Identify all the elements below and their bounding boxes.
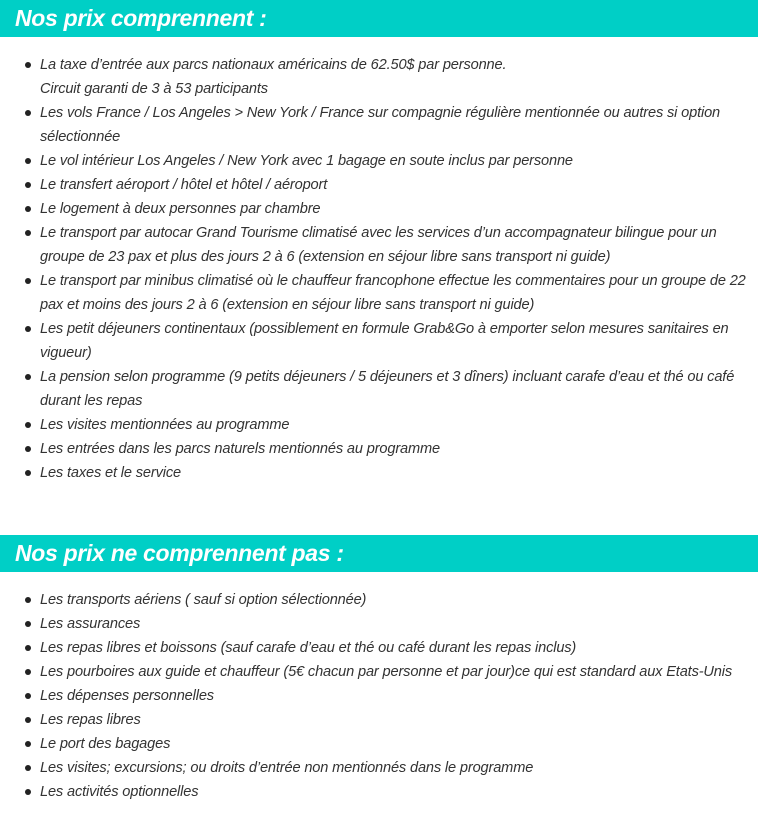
list-item [0,780,758,804]
list-item-text: Le transfert aéroport / hôtel et hôtel / aéroport [40,177,328,193]
included-list [0,53,758,485]
list-item [0,684,758,708]
list-item [0,461,758,485]
list-item-text: Les activités optionnelles [40,784,199,800]
bullet-icon [25,278,31,284]
list-item [0,149,758,173]
list-item [0,269,758,317]
bullet-icon [25,182,31,188]
bullet-icon [25,374,31,380]
list-item-text: Les pourboires aux guide et chauffeur (5€ chacun par personne et par jour)ce qui est standard aux Etats-Unis [40,664,733,680]
list-item [0,756,758,780]
list-item [0,173,758,197]
list-item-text: Les dépenses personnelles [40,688,214,704]
list-item-text: Les assurances [40,616,141,632]
excluded-section-title: Nos prix ne comprennent pas : [0,535,758,572]
list-item-text: La taxe d’entrée aux parcs nationaux américains de 62.50$ par personne. Circuit garanti de 3 à 53 participants [40,57,507,97]
bullet-icon [25,230,31,236]
bullet-icon [25,206,31,212]
bullet-icon [25,110,31,116]
bullet-icon [25,470,31,476]
bullet-icon [25,693,31,699]
included-section-title: Nos prix comprennent : [0,0,758,37]
bullet-icon [25,621,31,627]
list-item-text: Le port des bagages [40,736,171,752]
list-item-text: Les visites mentionnées au programme [40,417,290,433]
list-item-text: La pension selon programme (9 petits déjeuners / 5 déjeuners et 3 dîners) incluant carafe d’eau et thé ou café durant les repas [40,369,735,409]
list-item-text: Le logement à deux personnes par chambre [40,201,321,217]
list-item [0,413,758,437]
bullet-icon [25,645,31,651]
bullet-icon [25,446,31,452]
list-item-text: Les petit déjeuners continentaux (possiblement en formule Grab&Go à emporter selon mesures sanitaires en vigueur) [40,321,729,361]
bullet-icon [25,158,31,164]
bullet-icon [25,741,31,747]
list-item [0,53,758,101]
bullet-icon [25,765,31,771]
list-item [0,588,758,612]
list-item [0,221,758,269]
list-item-text: Le transport par minibus climatisé où le chauffeur francophone effectue les commentaires pour un groupe de 22 pax et moins des jours 2 à 6 (extension en séjour libre sans transport ni guide) [40,273,746,313]
list-item [0,317,758,365]
list-item-text: Les vols France / Los Angeles > New York / France sur compagnie régulière mentionnée ou autres si option sélectionnée [40,105,721,145]
list-item-text: Les entrées dans les parcs naturels mentionnés au programme [40,441,440,457]
bullet-icon [25,717,31,723]
list-item-text: Les repas libres [40,712,141,728]
bullet-icon [25,326,31,332]
list-item-text: Les taxes et le service [40,465,181,481]
list-item [0,197,758,221]
list-item-text: Les repas libres et boissons (sauf carafe d’eau et thé ou café durant les repas inclus) [40,640,577,656]
list-item [0,660,758,684]
list-item [0,636,758,660]
list-item [0,365,758,413]
list-item [0,708,758,732]
list-item-text: Les transports aériens ( sauf si option sélectionnée) [40,592,367,608]
bullet-icon [25,62,31,68]
list-item [0,732,758,756]
bullet-icon [25,422,31,428]
list-item-text: Le vol intérieur Los Angeles / New York avec 1 bagage en soute inclus par personne [40,153,573,169]
list-item-text: Le transport par autocar Grand Tourisme climatisé avec les services d’un accompagnateur bilingue pour un groupe de 23 pax et plus des jours 2 à 6 (extension en séjour libre sans transport ni guide) [40,225,717,265]
list-item [0,101,758,149]
list-item-text: Les visites; excursions; ou droits d’entrée non mentionnés dans le programme [40,760,534,776]
bullet-icon [25,597,31,603]
excluded-list [0,588,758,804]
bullet-icon [25,669,31,675]
list-item [0,437,758,461]
bullet-icon [25,789,31,795]
list-item [0,612,758,636]
